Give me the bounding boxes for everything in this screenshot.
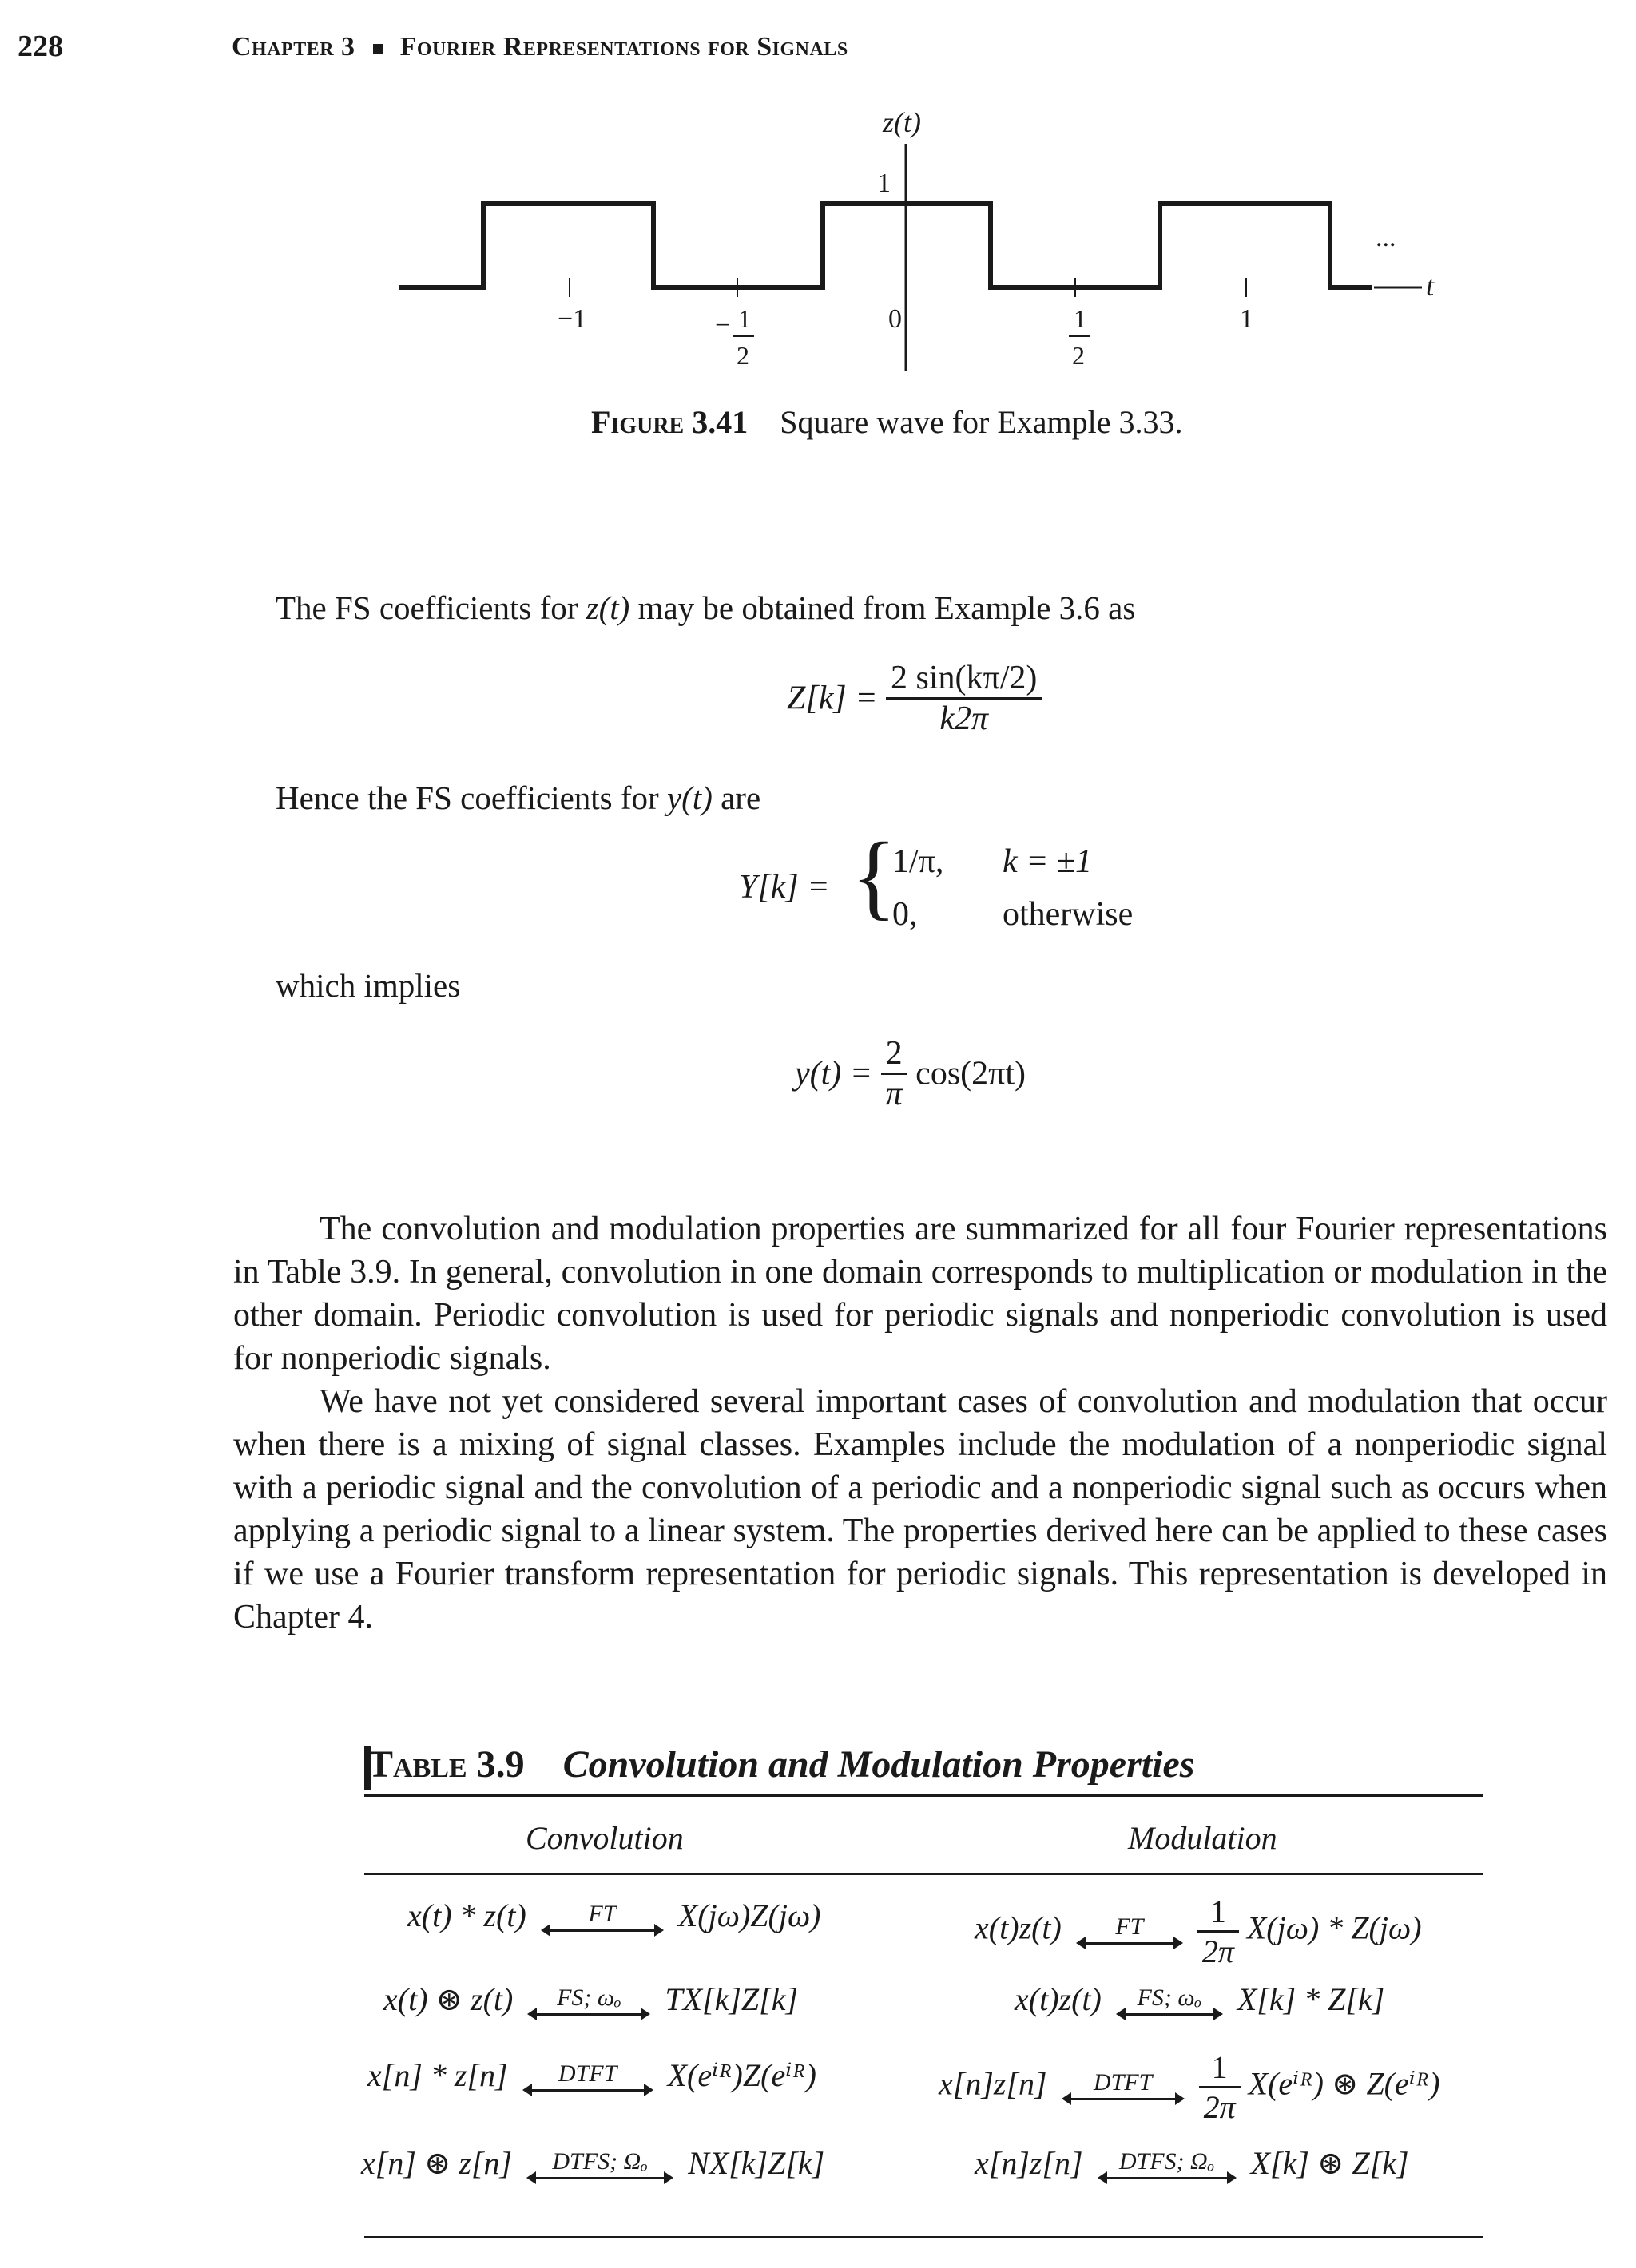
row3-mod-rhs-b: Z(eⁱᴿ): [1366, 2065, 1440, 2102]
row4-mod-arrow-label: DTFS; Ωₒ: [1118, 2148, 1215, 2175]
tick-label-mh-den: 2: [737, 341, 749, 370]
row4-mod-arrow-icon: [1099, 2150, 1235, 2183]
tick-label-p1: 1: [1240, 304, 1253, 334]
table-top-rule: [364, 1794, 1483, 1797]
page-number: 228: [18, 30, 63, 63]
table-label: Table 3.9: [367, 1743, 525, 1786]
row2-conv-lhs-a: x(t): [383, 1981, 428, 2017]
row4-mod-periodic-convolution-icon: ⊛: [1316, 2145, 1344, 2181]
row4-conv-lhs-a: x[n]: [361, 2145, 416, 2181]
table-row-1-modulation: [975, 1893, 1422, 1970]
table-row-4-modulation: [975, 2144, 1409, 2183]
row2-periodic-convolution-icon: ⊛: [435, 1981, 463, 2017]
fs-intro-end: may be obtained from Example 3.6 as: [629, 589, 1136, 626]
row2-conv-arrow-icon: [529, 1986, 649, 2019]
row3-mod-fraction: [1199, 2048, 1241, 2126]
paragraph-1: The convolution and modulation properties are summarized for all four Fourier representations in Table 3.9. In general, convolution in one domain corresponds to multiplication or modulation in the other domain. Periodic convolution is used for periodic signals and nonperiodic convolution is used for nonperiodic signals.: [233, 1211, 1607, 1377]
eq3-rhs: cos(2πt): [915, 1055, 1026, 1092]
implies-line: which implies: [276, 967, 461, 1004]
row1-mod-frac-den: 2π: [1197, 1930, 1239, 1970]
row3-mod-arrow-icon: [1063, 2071, 1183, 2103]
row4-conv-rhs: NX[k]Z[k]: [688, 2145, 825, 2181]
eq3-lhs: y(t) =: [795, 1055, 873, 1092]
paragraph-2: We have not yet considered several important cases of convolution and modulation that occur when there is a mixing of signal classes. Examples include the modulation of a nonperiodic signal with a periodic signal and the convolution of a periodic and a nonperiodic signal such as occurs when applying a periodic signal to a linear system. The properties derived here can be applied to these cases if we use a Fourier transform representation for periodic signals. This representation is developed in Chapter 4.: [233, 1383, 1607, 1636]
t-axis-label: t: [1426, 270, 1435, 302]
row3-mod-rhs-a: X(eⁱᴿ): [1248, 2065, 1324, 2102]
row2-conv-arrow-label: FS; ωₒ: [557, 1985, 621, 2012]
row3-conv-arrow-label: DTFT: [558, 2060, 617, 2088]
column-header-convolution: Convolution: [526, 1820, 684, 1856]
eq2-lhs: Y[k] =: [739, 869, 830, 906]
row1-conv-arrow-icon: [542, 1902, 662, 1935]
body-text: [233, 1207, 1607, 1639]
row2-mod-arrow-label: FS; ωₒ: [1137, 1985, 1202, 2012]
figure-caption-text: Square wave for Example 3.33.: [780, 404, 1183, 440]
hence-end: are: [712, 779, 761, 816]
eq3-denominator: π: [881, 1073, 907, 1113]
tick-label-mh-sign: −: [715, 311, 731, 340]
ellipsis-label: ...: [1376, 223, 1396, 252]
eq2-case1-condition: k = ±1: [1003, 843, 1093, 880]
row2-conv-rhs: TX[k]Z[k]: [665, 1981, 799, 2017]
eq1-lhs: Z[k] =: [787, 680, 878, 717]
row3-mod-arrow-label: DTFT: [1093, 2069, 1153, 2096]
column-header-modulation: Modulation: [1128, 1820, 1277, 1856]
row4-conv-lhs-b: z[n]: [459, 2145, 513, 2181]
row1-conv-arrow-label: FT: [588, 1901, 617, 1928]
fs-intro-text: The FS coefficients for: [276, 589, 586, 626]
tick-label-m1: −1: [558, 304, 587, 334]
table-row-4-convolution: [361, 2144, 824, 2183]
eq2-case2-condition: otherwise: [1003, 896, 1134, 933]
row1-mod-arrow-label: FT: [1115, 1913, 1144, 1940]
table-title-text: Convolution and Modulation Properties: [562, 1743, 1195, 1786]
row3-conv-rhs: X(eⁱᴿ)Z(eⁱᴿ): [667, 2057, 816, 2093]
row4-mod-lhs: x[n]z[n]: [975, 2145, 1083, 2181]
row1-mod-fraction: [1197, 1893, 1239, 1970]
table-title: [367, 1743, 1194, 1786]
fs-intro-var: z(t): [586, 589, 630, 626]
hence-text: Hence the FS coefficients for: [276, 779, 667, 816]
eq1-numerator: 2 sin(kπ/2): [891, 660, 1038, 696]
row1-conv-lhs: x(t) * z(t): [407, 1897, 526, 1933]
figure-caption-label: Figure 3.41: [591, 404, 749, 440]
row2-mod-lhs: x(t)z(t): [1015, 1981, 1102, 2017]
row2-mod-arrow-icon: [1118, 1986, 1221, 2019]
figure-caption: [591, 403, 1183, 441]
eq2-brace-icon: {: [851, 823, 897, 929]
equation-z-coefficients: [787, 659, 1042, 738]
eq2-case2-value: 0,: [892, 896, 918, 933]
row2-mod-rhs: X[k] * Z[k]: [1237, 1981, 1385, 2017]
eq2-case1-value: 1/π,: [892, 843, 944, 880]
row1-mod-frac-num: 1: [1209, 1893, 1226, 1929]
square-wave-figure: [0, 0, 1636, 383]
row3-mod-frac-num: 1: [1211, 2049, 1228, 2085]
row2-conv-lhs-b: z(t): [471, 1981, 514, 2017]
eq3-fraction: [881, 1034, 907, 1113]
tick-label-mh-num: 1: [738, 304, 751, 333]
equation-y-time: [795, 1034, 1026, 1113]
table-row-3-convolution: [367, 2056, 816, 2095]
fs-intro-line: [276, 589, 1135, 627]
row3-mod-frac-den: 2π: [1199, 2086, 1241, 2126]
row1-mod-rhs: X(jω) * Z(jω): [1246, 1909, 1422, 1946]
amplitude-label: 1: [877, 169, 891, 198]
table-header-rule: [364, 1873, 1483, 1875]
table-row-3-modulation: [939, 2048, 1440, 2126]
table-row-1-convolution: [407, 1897, 821, 1935]
table-row-2-convolution: [383, 1981, 798, 2019]
row1-mod-lhs: x(t)z(t): [975, 1909, 1062, 1946]
hence-line: [276, 779, 760, 817]
row3-periodic-convolution-icon: ⊛: [1331, 2065, 1359, 2102]
tick-label-ph-num: 1: [1074, 304, 1086, 333]
eq1-fraction: [886, 659, 1042, 738]
eq1-denominator: k2π: [886, 697, 1042, 738]
row1-mod-arrow-icon: [1078, 1915, 1181, 1948]
table-bottom-rule: [364, 2236, 1483, 2238]
row4-mod-rhs-a: X[k]: [1250, 2145, 1309, 2181]
row4-periodic-convolution-icon: ⊛: [423, 2145, 451, 2181]
row1-conv-rhs: X(jω)Z(jω): [677, 1897, 821, 1933]
row4-mod-rhs-b: Z[k]: [1352, 2145, 1409, 2181]
y-axis-label: z(t): [883, 106, 921, 138]
eq3-numerator: 2: [885, 1035, 903, 1072]
row3-conv-arrow-icon: [524, 2062, 652, 2095]
square-wave: [399, 204, 1372, 287]
chapter-title: Fourier Representations for Signals: [399, 32, 848, 61]
tick-label-ph-den: 2: [1072, 341, 1085, 370]
tick-label-z: 0: [888, 304, 902, 334]
hence-var: y(t): [666, 779, 713, 816]
row3-mod-lhs: x[n]z[n]: [939, 2065, 1047, 2102]
row4-conv-arrow-label: DTFS; Ωₒ: [552, 2148, 648, 2175]
chapter-label: Chapter 3: [232, 32, 355, 61]
row3-conv-lhs: x[n] * z[n]: [367, 2057, 508, 2093]
table-row-2-modulation: [1015, 1981, 1384, 2019]
row4-conv-arrow-icon: [528, 2150, 672, 2183]
